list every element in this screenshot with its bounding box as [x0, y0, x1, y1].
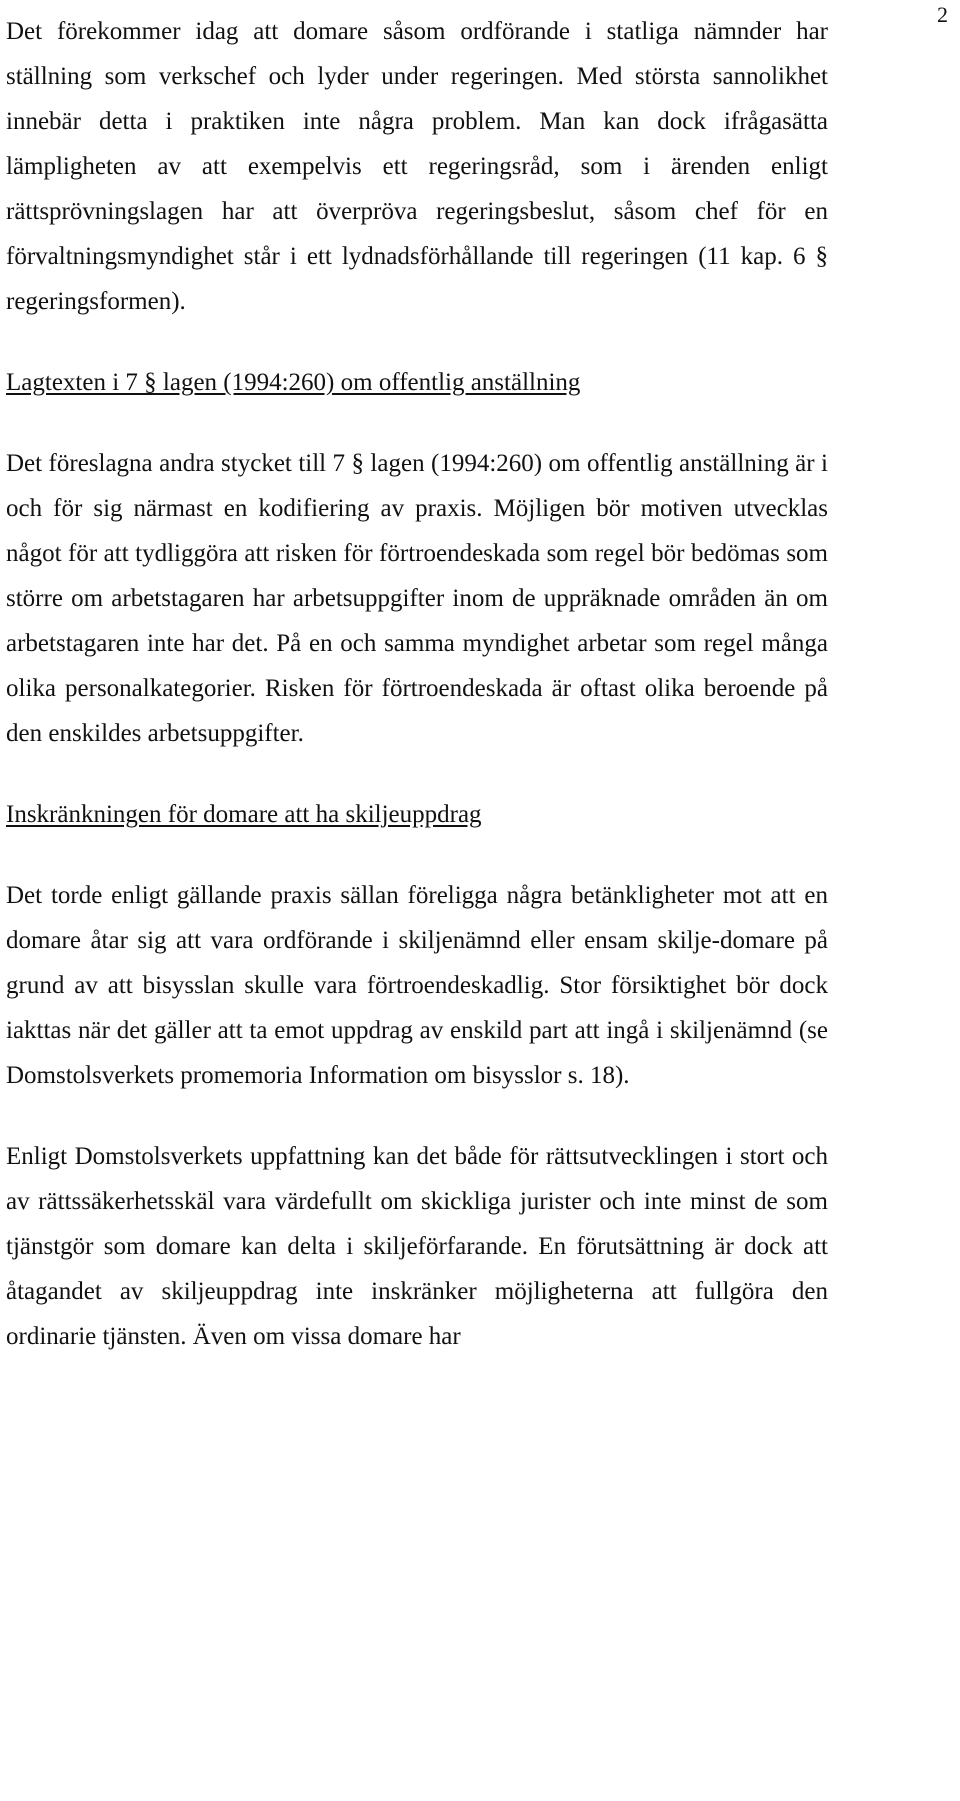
paragraph-domstolsverket-view: Enligt Domstolsverkets uppfattning kan det både för rättsutvecklingen i stort och av rättssäkerhetsskäl vara värdefullt om skickliga jurister och inte minst de som tjänstgör som domare kan delta i skiljeförfarande. En förutsättning är dock att åtagandet av skiljeuppdrag inte inskränker möjligheterna att fullgöra den ordinarie tjänsten. Även om vissa domare har [6, 1143, 828, 1350]
paragraph-judges-chairs: Det förekommer idag att domare såsom ordförande i statliga nämnder har ställning som verkschef och lyder under regeringen. Med största sannolikhet innebär detta i praktiken inte några problem. Man kan dock ifrågasätta lämpligheten av att exempelvis ett regeringsråd, som i ärenden enligt rättsprövningslagen har att överpröva regeringsbeslut, såsom chef för en förvaltningsmyndighet står i ett lydnadsförhållande till regeringen (11 kap. 6 § regeringsformen). [6, 18, 828, 315]
page-number: 2 [937, 2, 948, 27]
paragraph-proposed-second-section: Det föreslagna andra stycket till 7 § lagen (1994:260) om offentlig anställning är i och för sig närmast en kodifiering av praxis. Möjligen bör motiven utvecklas något för att tydliggöra att risken för förtroendeskada som regel bör bedömas som större om arbetstagaren har arbetsuppgifter inom de uppräknade områden än om arbetstagaren inte har det. På en och samma myndighet arbetar som regel många olika personalkategorier. Risken för förtroendeskada är oftast olika beroende på den enskildes arbetsuppgifter. [6, 450, 828, 747]
document-body [6, 9, 828, 1359]
paragraph-arbitration-practice: Det torde enligt gällande praxis sällan föreligga några betänkligheter mot att en domare åtar sig att vara ordförande i skiljenämnd eller ensam skilje-domare på grund av att bisysslan skulle vara förtroendeskadlig. Stor försiktighet bör dock iakttas när det gäller att ta emot uppdrag av enskild part att ingå i skiljenämnd (se Domstolsverkets promemoria Information om bisysslor s. 18). [6, 882, 828, 1089]
heading-legal-text: Lagtexten i 7 § lagen (1994:260) om offentlig anställning [6, 369, 581, 396]
heading-arbitration-restriction: Inskränkningen för domare att ha skiljeuppdrag [6, 801, 482, 828]
